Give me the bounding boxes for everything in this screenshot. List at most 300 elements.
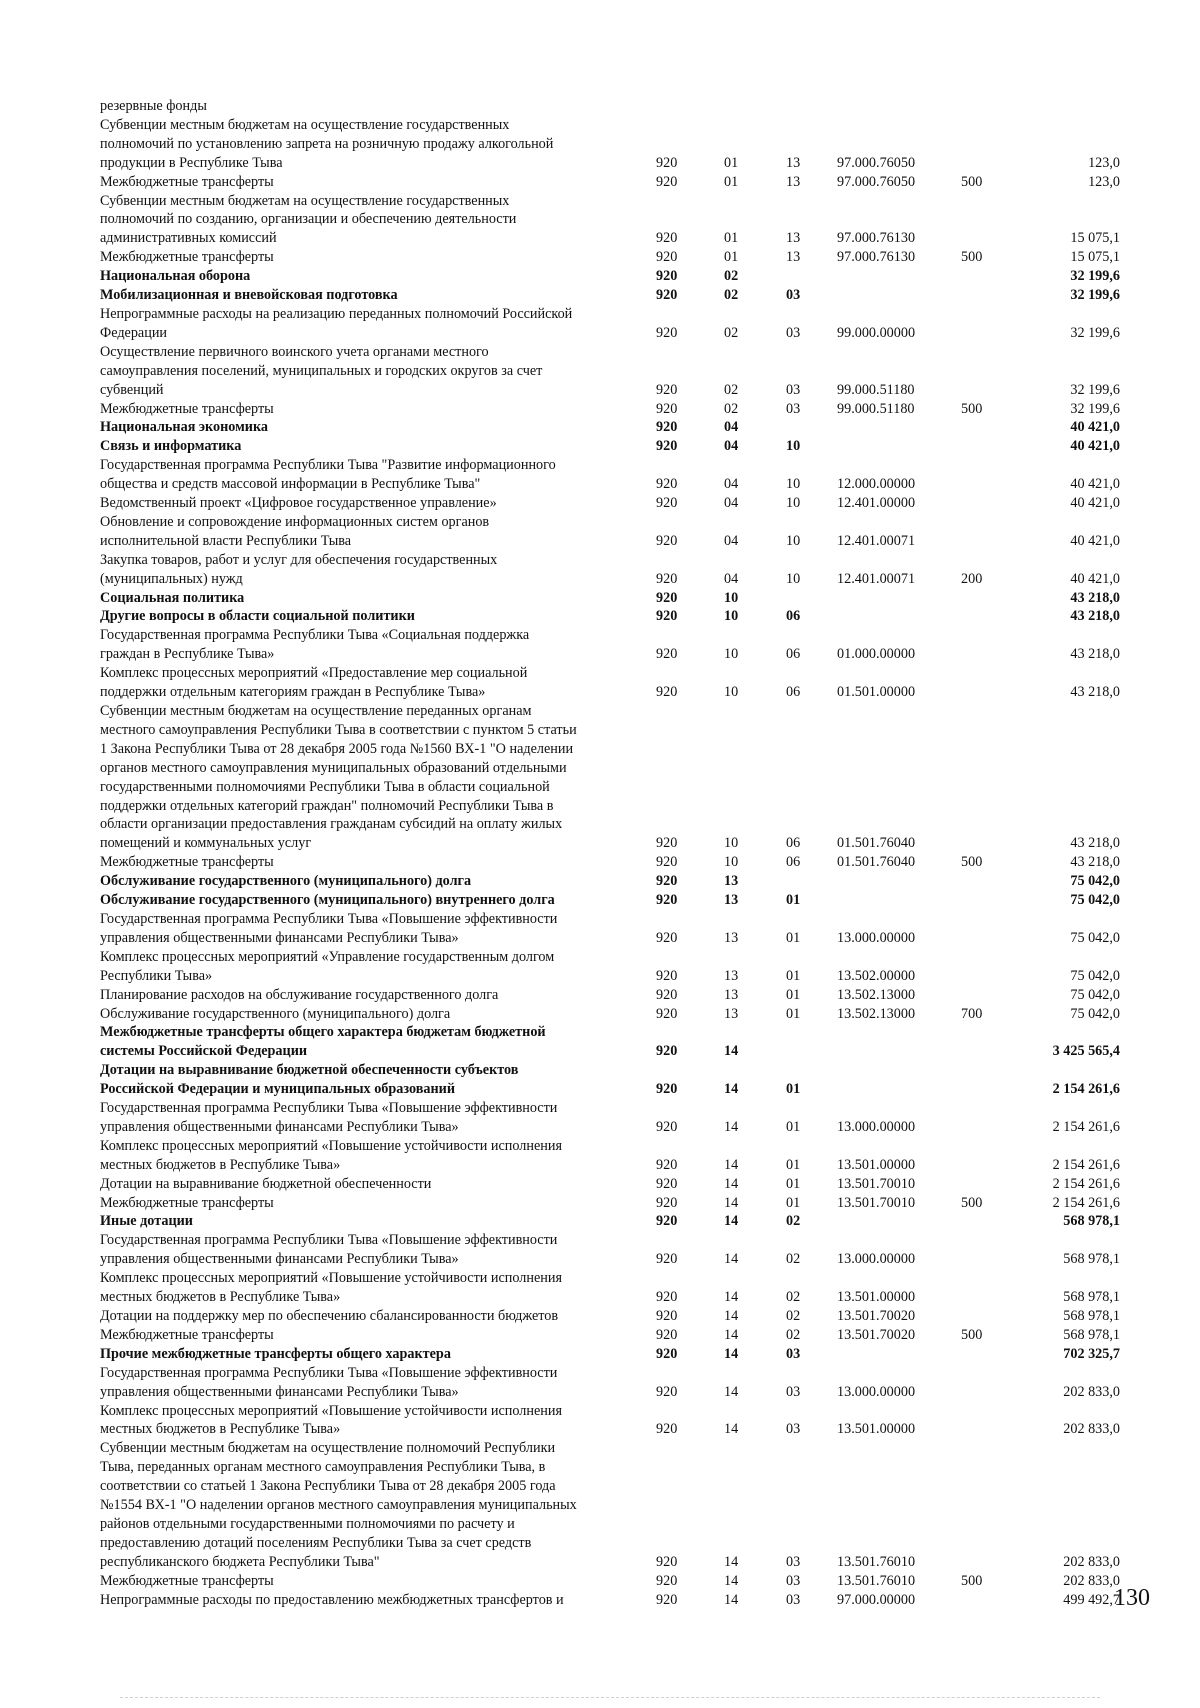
cell-subsection: 13 bbox=[786, 173, 801, 190]
row-name bbox=[100, 1572, 652, 1591]
table-row bbox=[100, 116, 1160, 173]
table-row bbox=[100, 1269, 1160, 1307]
cell-section: 13 bbox=[724, 986, 739, 1003]
cell-target-article: 97.000.76130 bbox=[837, 249, 916, 266]
cell-subsection: 02 bbox=[786, 1308, 801, 1324]
cell-grbs: 920 bbox=[656, 1118, 678, 1135]
cell-target-article: 13.501.70010 bbox=[837, 1194, 916, 1211]
row-name-line: районов отдельными государственными полномочиями по расчету и bbox=[100, 1515, 515, 1532]
cell-subsection: 10 bbox=[786, 570, 801, 587]
row-name-line: местных бюджетов в Республике Тыва» bbox=[100, 1421, 341, 1438]
row-name bbox=[100, 1231, 652, 1269]
row-name-line: Федерации bbox=[100, 324, 168, 341]
cell-subsection: 03 bbox=[786, 400, 801, 417]
row-name-line: граждан в Республике Тыва» bbox=[100, 646, 275, 663]
cell-amount: 568 978,1 bbox=[1063, 1251, 1120, 1268]
cell-section: 02 bbox=[724, 381, 739, 398]
row-name bbox=[100, 267, 652, 286]
cell-amount: 2 154 261,6 bbox=[1052, 1081, 1120, 1098]
row-name-line: Дотации на выравнивание бюджетной обеспеченности субъектов bbox=[100, 1062, 519, 1079]
cell-amount: 32 199,6 bbox=[1070, 287, 1120, 304]
cell-subsection: 01 bbox=[786, 892, 801, 909]
cell-subsection: 01 bbox=[786, 1175, 801, 1192]
row-name bbox=[100, 343, 652, 400]
row-name-line: государственными полномочиями Республики Тыва в области социальной bbox=[100, 778, 550, 795]
row-name-line: Другие вопросы в области социальной политики bbox=[100, 608, 415, 625]
cell-grbs: 920 bbox=[656, 1251, 678, 1268]
cell-amount: 75 042,0 bbox=[1070, 892, 1120, 909]
cell-target-article: 97.000.00000 bbox=[837, 1591, 916, 1608]
cell-section: 04 bbox=[724, 532, 739, 549]
row-name-line: соответствии со статьей 1 Закона Республики Тыва от 28 декабря 2005 года bbox=[100, 1478, 556, 1495]
row-name-line: Государственная программа Республики Тыва «Социальная поддержка bbox=[100, 627, 530, 644]
cell-amount: 75 042,0 bbox=[1070, 1005, 1120, 1022]
row-name-line: предоставлению дотаций поселениям Республики Тыва за счет средств bbox=[100, 1534, 532, 1551]
row-name bbox=[100, 607, 652, 626]
row-name-line: помещений и коммунальных услуг bbox=[100, 835, 312, 852]
cell-section: 14 bbox=[724, 1289, 739, 1306]
row-name bbox=[100, 456, 652, 494]
cell-amount: 568 978,1 bbox=[1063, 1326, 1120, 1343]
table-row bbox=[100, 267, 1160, 286]
cell-target-article: 13.501.00000 bbox=[837, 1421, 916, 1438]
row-name-line: управления общественными финансами Республики Тыва» bbox=[100, 1383, 459, 1400]
cell-grbs: 920 bbox=[656, 324, 678, 341]
cell-amount: 43 218,0 bbox=[1070, 854, 1120, 871]
table-row bbox=[100, 1061, 1160, 1099]
row-name-line: Межбюджетные трансферты bbox=[100, 1326, 274, 1343]
cell-amount: 40 421,0 bbox=[1070, 476, 1120, 493]
cell-section: 10 bbox=[724, 835, 739, 852]
row-name bbox=[100, 116, 652, 173]
cell-section: 01 bbox=[724, 154, 739, 171]
cell-subsection: 01 bbox=[786, 986, 801, 1003]
table-row bbox=[100, 607, 1160, 626]
cell-section: 10 bbox=[724, 646, 739, 663]
row-name-line: Непрограммные расходы по предоставлению межбюджетных трансфертов и bbox=[100, 1591, 564, 1608]
row-name-line: Государственная программа Республики Тыва «Повышение эффективности bbox=[100, 910, 558, 927]
cell-grbs: 920 bbox=[656, 835, 678, 852]
cell-amount: 202 833,0 bbox=[1063, 1553, 1120, 1570]
cell-section: 02 bbox=[724, 400, 739, 417]
cell-expense-type: 200 bbox=[961, 570, 983, 587]
cell-section: 13 bbox=[724, 873, 739, 890]
cell-grbs: 920 bbox=[656, 1043, 678, 1060]
cell-target-article: 13.501.76010 bbox=[837, 1553, 916, 1570]
scan-edge-rule bbox=[120, 1697, 1100, 1698]
table-row bbox=[100, 551, 1160, 589]
cell-section: 14 bbox=[724, 1326, 739, 1343]
row-name-line: Республики Тыва» bbox=[100, 967, 213, 984]
cell-grbs: 920 bbox=[656, 967, 678, 984]
row-name bbox=[100, 286, 652, 305]
cell-section: 14 bbox=[724, 1308, 739, 1324]
cell-target-article: 13.000.00000 bbox=[837, 1383, 916, 1400]
cell-grbs: 920 bbox=[656, 154, 678, 171]
row-name-line: Межбюджетные трансферты bbox=[100, 400, 274, 417]
cell-grbs: 920 bbox=[656, 892, 678, 909]
cell-section: 02 bbox=[724, 324, 739, 341]
row-name bbox=[100, 910, 652, 948]
cell-grbs: 920 bbox=[656, 1175, 678, 1192]
row-name-line: республиканского бюджета Республики Тыва" bbox=[100, 1553, 380, 1570]
row-name-line: резервные фонды bbox=[100, 98, 207, 114]
cell-target-article: 13.501.70020 bbox=[837, 1326, 916, 1343]
cell-grbs: 920 bbox=[656, 873, 678, 890]
row-name-line: органов местного самоуправления муниципальных образований отдельными bbox=[100, 759, 567, 776]
row-name-line: Субвенции местным бюджетам на осуществление государственных bbox=[100, 192, 510, 209]
cell-section: 04 bbox=[724, 419, 739, 436]
table-row bbox=[100, 948, 1160, 986]
row-name-line: системы Российской Федерации bbox=[100, 1043, 308, 1060]
cell-target-article: 99.000.00000 bbox=[837, 324, 916, 341]
row-name-line: №1554 ВХ-1 "О наделении органов местного самоуправления муниципальных bbox=[100, 1497, 577, 1514]
cell-grbs: 920 bbox=[656, 287, 678, 304]
cell-grbs: 920 bbox=[656, 173, 678, 190]
cell-subsection: 10 bbox=[786, 532, 801, 549]
cell-section: 02 bbox=[724, 268, 739, 285]
table-row bbox=[100, 343, 1160, 400]
cell-amount: 40 421,0 bbox=[1070, 419, 1120, 436]
table-row bbox=[100, 872, 1160, 891]
cell-amount: 43 218,0 bbox=[1070, 589, 1120, 606]
row-name-line: Закупка товаров, работ и услуг для обеспечения государственных bbox=[100, 551, 498, 568]
cell-subsection: 01 bbox=[786, 967, 801, 984]
cell-grbs: 920 bbox=[656, 1553, 678, 1570]
cell-section: 14 bbox=[724, 1591, 739, 1608]
cell-section: 10 bbox=[724, 854, 739, 871]
cell-amount: 2 154 261,6 bbox=[1052, 1175, 1120, 1192]
cell-section: 01 bbox=[724, 230, 739, 247]
cell-amount: 32 199,6 bbox=[1070, 400, 1120, 417]
row-name-line: административных комиссий bbox=[100, 230, 277, 247]
cell-target-article: 99.000.51180 bbox=[837, 381, 915, 398]
row-name bbox=[100, 1345, 652, 1364]
cell-amount: 202 833,0 bbox=[1063, 1421, 1120, 1438]
cell-subsection: 02 bbox=[786, 1289, 801, 1306]
cell-target-article: 13.502.00000 bbox=[837, 967, 916, 984]
row-name bbox=[100, 418, 652, 437]
table-row bbox=[100, 1231, 1160, 1269]
cell-subsection: 10 bbox=[786, 476, 801, 493]
row-name bbox=[100, 872, 652, 891]
row-name-line: исполнительной власти Республики Тыва bbox=[100, 532, 352, 549]
cell-section: 14 bbox=[724, 1345, 739, 1362]
cell-target-article: 99.000.51180 bbox=[837, 400, 915, 417]
row-name bbox=[100, 173, 652, 192]
row-name-line: Ведомственный проект «Цифровое государственное управление» bbox=[100, 495, 497, 512]
cell-subsection: 02 bbox=[786, 1251, 801, 1268]
cell-amount: 123,0 bbox=[1088, 173, 1120, 190]
row-name-line: Субвенции местным бюджетам на осуществление переданных органам bbox=[100, 703, 532, 719]
cell-expense-type: 500 bbox=[961, 173, 983, 190]
cell-expense-type: 500 bbox=[961, 1194, 983, 1211]
cell-section: 14 bbox=[724, 1156, 739, 1173]
cell-subsection: 01 bbox=[786, 1194, 801, 1211]
row-name-line: области организации предоставления гражданам субсидий на оплату жилых bbox=[100, 816, 563, 833]
cell-amount: 2 154 261,6 bbox=[1052, 1194, 1120, 1211]
cell-grbs: 920 bbox=[656, 1081, 678, 1098]
cell-target-article: 01.000.00000 bbox=[837, 646, 916, 663]
table-row bbox=[100, 305, 1160, 343]
row-name-line: Комплекс процессных мероприятий «Управление государственным долгом bbox=[100, 948, 555, 965]
table-row bbox=[100, 891, 1160, 910]
cell-amount: 43 218,0 bbox=[1070, 684, 1120, 701]
table-row bbox=[100, 1023, 1160, 1061]
cell-section: 04 bbox=[724, 438, 739, 455]
row-name-line: 1 Закона Республики Тыва от 28 декабря 2005 года №1560 ВХ-1 "О наделении bbox=[100, 740, 574, 757]
row-name-line: управления общественными финансами Республики Тыва» bbox=[100, 1251, 459, 1268]
cell-target-article: 13.501.00000 bbox=[837, 1156, 916, 1173]
row-name-line: Непрограммные расходы на реализацию переданных полномочий Российской bbox=[100, 305, 573, 322]
cell-grbs: 920 bbox=[656, 495, 678, 512]
cell-target-article: 97.000.76050 bbox=[837, 154, 916, 171]
row-name-line: Межбюджетные трансферты общего характера бюджетам бюджетной bbox=[100, 1024, 546, 1041]
row-name-line: Иные дотации bbox=[100, 1213, 193, 1230]
table-row bbox=[100, 910, 1160, 948]
cell-section: 14 bbox=[724, 1118, 739, 1135]
row-name bbox=[100, 702, 652, 853]
row-name-line: местных бюджетов в Республике Тыва» bbox=[100, 1156, 341, 1173]
cell-section: 14 bbox=[724, 1421, 739, 1438]
row-name bbox=[100, 1212, 652, 1231]
table-row bbox=[100, 1364, 1160, 1402]
cell-grbs: 920 bbox=[656, 1289, 678, 1306]
row-name bbox=[100, 1005, 652, 1024]
cell-subsection: 10 bbox=[786, 438, 801, 455]
row-name-line: Межбюджетные трансферты bbox=[100, 854, 274, 871]
cell-target-article: 13.501.76010 bbox=[837, 1572, 916, 1589]
cell-subsection: 01 bbox=[786, 1081, 801, 1098]
row-name-line: Межбюджетные трансферты bbox=[100, 173, 274, 190]
cell-section: 10 bbox=[724, 684, 739, 701]
cell-subsection: 06 bbox=[786, 854, 801, 871]
budget-table bbox=[100, 97, 1160, 1610]
row-name-line: Осуществление первичного воинского учета органами местного bbox=[100, 343, 489, 360]
cell-target-article: 97.000.76050 bbox=[837, 173, 916, 190]
row-name-line: Дотации на поддержку мер по обеспечению сбалансированности бюджетов bbox=[100, 1308, 559, 1324]
cell-grbs: 920 bbox=[656, 1345, 678, 1362]
cell-target-article: 97.000.76130 bbox=[837, 230, 916, 247]
cell-section: 14 bbox=[724, 1213, 739, 1230]
cell-amount: 40 421,0 bbox=[1070, 570, 1120, 587]
cell-subsection: 03 bbox=[786, 1572, 801, 1589]
cell-target-article: 12.401.00071 bbox=[837, 532, 916, 549]
cell-subsection: 03 bbox=[786, 1421, 801, 1438]
cell-amount: 43 218,0 bbox=[1070, 646, 1120, 663]
cell-amount: 32 199,6 bbox=[1070, 268, 1120, 285]
row-name-line: поддержки отдельным категориям граждан в Республике Тыва» bbox=[100, 684, 486, 701]
table-row bbox=[100, 418, 1160, 437]
table-row bbox=[100, 456, 1160, 494]
table-row bbox=[100, 494, 1160, 513]
table-row bbox=[100, 97, 1160, 116]
cell-section: 13 bbox=[724, 929, 739, 946]
cell-amount: 2 154 261,6 bbox=[1052, 1156, 1120, 1173]
table-row bbox=[100, 626, 1160, 664]
cell-amount: 568 978,1 bbox=[1063, 1308, 1120, 1324]
cell-grbs: 920 bbox=[656, 589, 678, 606]
cell-section: 04 bbox=[724, 476, 739, 493]
cell-grbs: 920 bbox=[656, 400, 678, 417]
row-name-line: Комплекс процессных мероприятий «Повышение устойчивости исполнения bbox=[100, 1402, 562, 1419]
cell-amount: 43 218,0 bbox=[1070, 835, 1120, 852]
cell-amount: 75 042,0 bbox=[1070, 986, 1120, 1003]
cell-grbs: 920 bbox=[656, 1308, 678, 1324]
cell-amount: 75 042,0 bbox=[1070, 929, 1120, 946]
row-name-line: управления общественными финансами Республики Тыва» bbox=[100, 929, 459, 946]
cell-section: 13 bbox=[724, 892, 739, 909]
row-name-line: Национальная экономика bbox=[100, 419, 269, 436]
cell-grbs: 920 bbox=[656, 1156, 678, 1173]
row-name bbox=[100, 1591, 652, 1610]
table-row bbox=[100, 702, 1160, 853]
cell-amount: 40 421,0 bbox=[1070, 532, 1120, 549]
row-name bbox=[100, 664, 652, 702]
table-row bbox=[100, 173, 1160, 192]
cell-section: 10 bbox=[724, 589, 739, 606]
cell-amount: 702 325,7 bbox=[1063, 1345, 1120, 1362]
row-name bbox=[100, 248, 652, 267]
cell-grbs: 920 bbox=[656, 249, 678, 266]
table-row bbox=[100, 1212, 1160, 1231]
cell-subsection: 01 bbox=[786, 929, 801, 946]
table-row bbox=[100, 1591, 1160, 1610]
table-row bbox=[100, 664, 1160, 702]
table-row bbox=[100, 1099, 1160, 1137]
cell-section: 14 bbox=[724, 1081, 739, 1098]
cell-section: 04 bbox=[724, 570, 739, 587]
table-row bbox=[100, 1137, 1160, 1175]
cell-section: 10 bbox=[724, 608, 739, 625]
cell-amount: 15 075,1 bbox=[1070, 249, 1120, 266]
table-row bbox=[100, 1005, 1160, 1024]
row-name bbox=[100, 305, 652, 343]
row-name-line: Национальная оборона bbox=[100, 268, 251, 285]
table-row bbox=[100, 400, 1160, 419]
row-name bbox=[100, 1364, 652, 1402]
row-name-line: Субвенции местным бюджетам на осуществление полномочий Республики bbox=[100, 1440, 556, 1457]
cell-expense-type: 700 bbox=[961, 1005, 983, 1022]
table-row bbox=[100, 1572, 1160, 1591]
row-name bbox=[100, 1402, 652, 1440]
cell-section: 14 bbox=[724, 1194, 739, 1211]
table-row bbox=[100, 1307, 1160, 1326]
table-row bbox=[100, 986, 1160, 1005]
row-name-line: Межбюджетные трансферты bbox=[100, 1572, 274, 1589]
cell-subsection: 06 bbox=[786, 835, 801, 852]
row-name-line: Мобилизационная и вневойсковая подготовка bbox=[100, 287, 398, 304]
cell-subsection: 06 bbox=[786, 646, 801, 663]
row-name-line: Государственная программа Республики Тыва «Повышение эффективности bbox=[100, 1100, 558, 1117]
cell-grbs: 920 bbox=[656, 476, 678, 493]
cell-grbs: 920 bbox=[656, 1213, 678, 1230]
cell-target-article: 12.401.00071 bbox=[837, 570, 916, 587]
cell-grbs: 920 bbox=[656, 1572, 678, 1589]
cell-expense-type: 500 bbox=[961, 400, 983, 417]
cell-target-article: 13.501.00000 bbox=[837, 1289, 916, 1306]
cell-subsection: 13 bbox=[786, 154, 801, 171]
cell-amount: 32 199,6 bbox=[1070, 324, 1120, 341]
row-name-line: управления общественными финансами Республики Тыва» bbox=[100, 1118, 459, 1135]
cell-subsection: 03 bbox=[786, 287, 801, 304]
cell-target-article: 13.502.13000 bbox=[837, 1005, 916, 1022]
row-name bbox=[100, 1326, 652, 1345]
cell-target-article: 01.501.76040 bbox=[837, 854, 916, 871]
cell-grbs: 920 bbox=[656, 438, 678, 455]
table-row bbox=[100, 589, 1160, 608]
table-row bbox=[100, 1345, 1160, 1364]
cell-amount: 32 199,6 bbox=[1070, 381, 1120, 398]
cell-grbs: 920 bbox=[656, 268, 678, 285]
cell-grbs: 920 bbox=[656, 608, 678, 625]
row-name-line: Обновление и сопровождение информационных систем органов bbox=[100, 513, 490, 530]
cell-amount: 43 218,0 bbox=[1070, 608, 1120, 625]
row-name-line: Обслуживание государственного (муниципального) долга bbox=[100, 1005, 451, 1022]
cell-section: 14 bbox=[724, 1043, 739, 1060]
row-name-line: Обслуживание государственного (муниципального) долга bbox=[100, 873, 472, 890]
cell-grbs: 920 bbox=[656, 986, 678, 1003]
cell-target-article: 01.501.76040 bbox=[837, 835, 916, 852]
cell-subsection: 06 bbox=[786, 608, 801, 625]
table-row bbox=[100, 1194, 1160, 1213]
cell-section: 01 bbox=[724, 173, 739, 190]
table-row bbox=[100, 437, 1160, 456]
cell-amount: 75 042,0 bbox=[1070, 873, 1120, 890]
cell-amount: 3 425 565,4 bbox=[1052, 1043, 1120, 1060]
row-name bbox=[100, 853, 652, 872]
cell-section: 04 bbox=[724, 495, 739, 512]
row-name bbox=[100, 1061, 652, 1099]
cell-subsection: 03 bbox=[786, 1383, 801, 1400]
cell-grbs: 920 bbox=[656, 381, 678, 398]
row-name-line: Комплекс процессных мероприятий «Повышение устойчивости исполнения bbox=[100, 1137, 562, 1154]
row-name-line: Российской Федерации и муниципальных образований bbox=[100, 1081, 456, 1098]
cell-subsection: 13 bbox=[786, 249, 801, 266]
row-name-line: Комплекс процессных мероприятий «Предоставление мер социальной bbox=[100, 665, 528, 682]
cell-subsection: 02 bbox=[786, 1326, 801, 1343]
cell-target-article: 13.000.00000 bbox=[837, 929, 916, 946]
cell-subsection: 01 bbox=[786, 1118, 801, 1135]
cell-grbs: 920 bbox=[656, 230, 678, 247]
cell-subsection: 06 bbox=[786, 684, 801, 701]
row-name-line: Планирование расходов на обслуживание государственного долга bbox=[100, 986, 499, 1003]
row-name-line: Государственная программа Республики Тыва «Повышение эффективности bbox=[100, 1232, 558, 1249]
row-name-line: Межбюджетные трансферты bbox=[100, 249, 274, 266]
cell-grbs: 920 bbox=[656, 419, 678, 436]
table-row bbox=[100, 1439, 1160, 1571]
row-name bbox=[100, 948, 652, 986]
cell-target-article: 13.502.13000 bbox=[837, 986, 916, 1003]
row-name-line: субвенций bbox=[100, 381, 164, 398]
row-name-line: общества и средств массовой информации в Республике Тыва" bbox=[100, 476, 481, 493]
cell-target-article: 13.000.00000 bbox=[837, 1251, 916, 1268]
row-name bbox=[100, 1307, 652, 1326]
cell-section: 13 bbox=[724, 967, 739, 984]
row-name-line: Социальная политика bbox=[100, 589, 245, 606]
row-name bbox=[100, 551, 652, 589]
cell-target-article: 12.401.00000 bbox=[837, 495, 916, 512]
cell-subsection: 02 bbox=[786, 1213, 801, 1230]
table-row bbox=[100, 192, 1160, 249]
cell-grbs: 920 bbox=[656, 684, 678, 701]
row-name bbox=[100, 626, 652, 664]
row-name-line: Субвенции местным бюджетам на осуществление государственных bbox=[100, 116, 510, 133]
cell-target-article: 13.501.70020 bbox=[837, 1308, 916, 1324]
table-row bbox=[100, 853, 1160, 872]
cell-subsection: 03 bbox=[786, 381, 801, 398]
cell-target-article: 13.501.70010 bbox=[837, 1175, 916, 1192]
